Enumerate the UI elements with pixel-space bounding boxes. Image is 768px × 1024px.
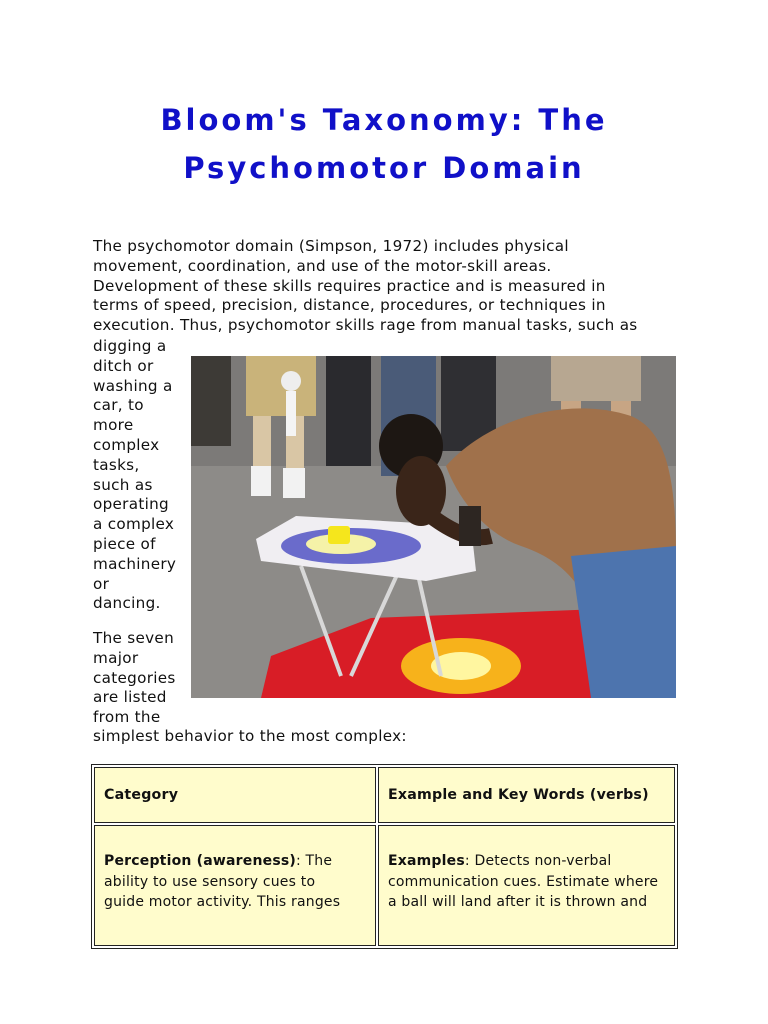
- category-name: Perception (awareness): [104, 853, 296, 869]
- intro-line: The psychomotor domain (Simpson, 1972) includes physical: [93, 237, 569, 255]
- table-header-row: [94, 767, 675, 823]
- category-cell: [94, 825, 376, 946]
- categories-intro-wrapped-text: [93, 629, 193, 728]
- table-row: [94, 825, 675, 946]
- intro-wrap-line: tasks,: [93, 455, 140, 474]
- intro-wrapped-text: [93, 337, 193, 614]
- categories-intro-line: categories: [93, 668, 176, 687]
- spin-art-photo: [191, 356, 676, 698]
- intro-line: Development of these skills requires practice and is measured in: [93, 276, 606, 295]
- category-desc-line: : The: [295, 853, 333, 869]
- title-line-2: Psychomotor Domain: [183, 151, 585, 185]
- page-title: [0, 96, 768, 192]
- intro-wrap-line: piece of: [93, 534, 156, 553]
- intro-wrap-line: car, to: [93, 396, 144, 415]
- category-desc-line: guide motor activity. This ranges: [104, 894, 341, 910]
- categories-intro-last-line: simplest behavior to the most complex:: [93, 727, 407, 745]
- intro-wrap-line: dancing.: [93, 594, 161, 613]
- categories-intro-line: are listed: [93, 688, 167, 707]
- intro-paragraph: [93, 237, 683, 336]
- intro-wrap-line: or: [93, 574, 110, 593]
- categories-table: [91, 764, 678, 949]
- example-line: a ball will land after it is thrown and: [388, 894, 648, 910]
- intro-wrap-line: digging a: [93, 337, 167, 355]
- intro-wrap-line: a complex: [93, 515, 175, 534]
- title-line-1: Bloom's Taxonomy: The: [160, 103, 608, 137]
- intro-wrap-line: washing a: [93, 376, 173, 395]
- example-label: Examples: [388, 853, 465, 869]
- intro-wrap-line: such as: [93, 475, 153, 494]
- intro-wrap-line: ditch or: [93, 356, 154, 375]
- intro-wrap-line: operating: [93, 495, 169, 514]
- intro-line: execution. Thus, psychomotor skills rage from manual tasks, such as: [93, 316, 638, 335]
- intro-wrap-line: more: [93, 416, 134, 435]
- intro-line: terms of speed, precision, distance, procedures, or techniques in: [93, 296, 606, 315]
- categories-intro-line: from the: [93, 708, 161, 727]
- example-line: : Detects non-verbal: [464, 853, 612, 869]
- intro-line: movement, coordination, and use of the motor-skill areas.: [93, 256, 552, 275]
- category-desc-line: ability to use sensory cues to: [104, 873, 316, 890]
- example-line: communication cues. Estimate where: [388, 873, 659, 890]
- header-category: Category: [94, 767, 376, 823]
- intro-wrap-line: machinery: [93, 554, 177, 573]
- photo-illustration: [191, 356, 676, 698]
- categories-intro-line: major: [93, 648, 139, 667]
- intro-wrap-line: complex: [93, 435, 160, 454]
- example-cell: [378, 825, 675, 946]
- categories-intro-line: The seven: [93, 629, 174, 647]
- header-examples: Example and Key Words (verbs): [378, 767, 675, 823]
